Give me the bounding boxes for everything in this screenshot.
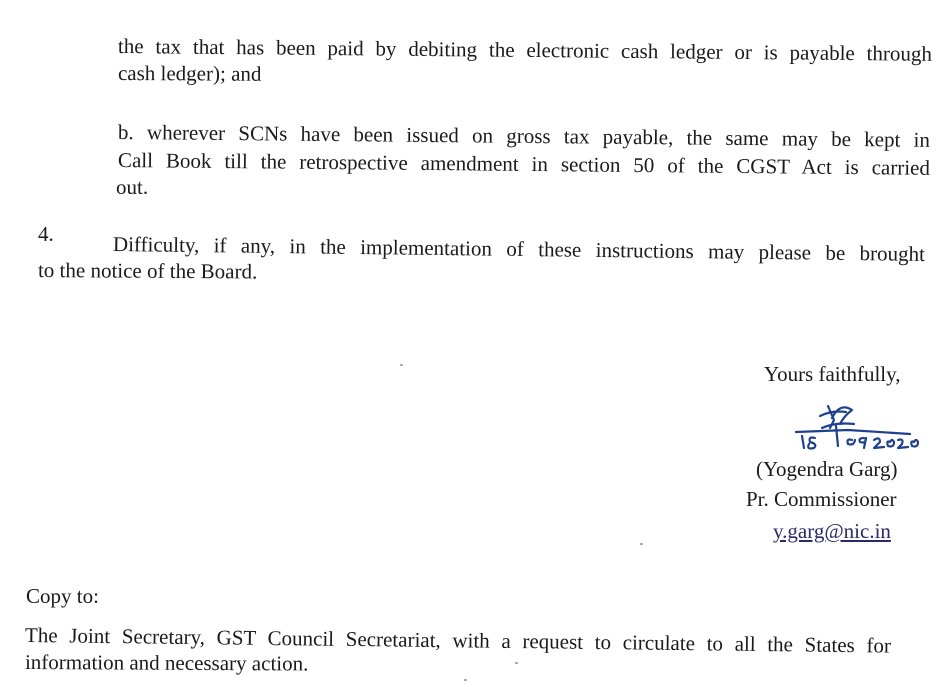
copy-to-line-1: The Joint Secretary, GST Council Secretariat, with a request to circulate to all the States for <box>24 623 892 658</box>
signatory-designation: Pr. Commissioner <box>746 487 897 511</box>
paragraph-a-line-2: cash ledger); and <box>117 61 262 86</box>
closing-salutation: Yours faithfully, <box>764 362 901 386</box>
signatory-name: (Yogendra Garg) <box>756 457 898 481</box>
copy-to-line-2: information and necessary action. <box>24 650 309 676</box>
paragraph-4-line-2: to the notice of the Board. <box>37 258 258 284</box>
signatory-email-link[interactable]: y.garg@nic.in <box>773 519 891 543</box>
copy-to-heading: Copy to: <box>26 584 99 608</box>
paragraph-a-line-1: the tax that has been paid by debiting the electronic cash ledger or is payable through <box>117 34 933 66</box>
paragraph-4-line-1: Difficulty, if any, in the implementation of these instructions may please be brought <box>112 232 926 266</box>
scan-speck <box>515 662 518 664</box>
paragraph-b-line-3: out. <box>116 175 149 199</box>
paragraph-b-line-2: Call Book till the retrospective amendment in section 50 of the CGST Act is carried <box>117 148 931 180</box>
scan-speck <box>400 364 403 366</box>
paragraph-4-number: 4. <box>38 222 54 246</box>
signature-mark <box>760 398 940 458</box>
scan-speck <box>464 679 467 681</box>
paragraph-b-line-1: b. wherever SCNs have been issued on gross tax payable, the same may be kept in <box>117 120 931 152</box>
scan-speck <box>640 543 643 545</box>
